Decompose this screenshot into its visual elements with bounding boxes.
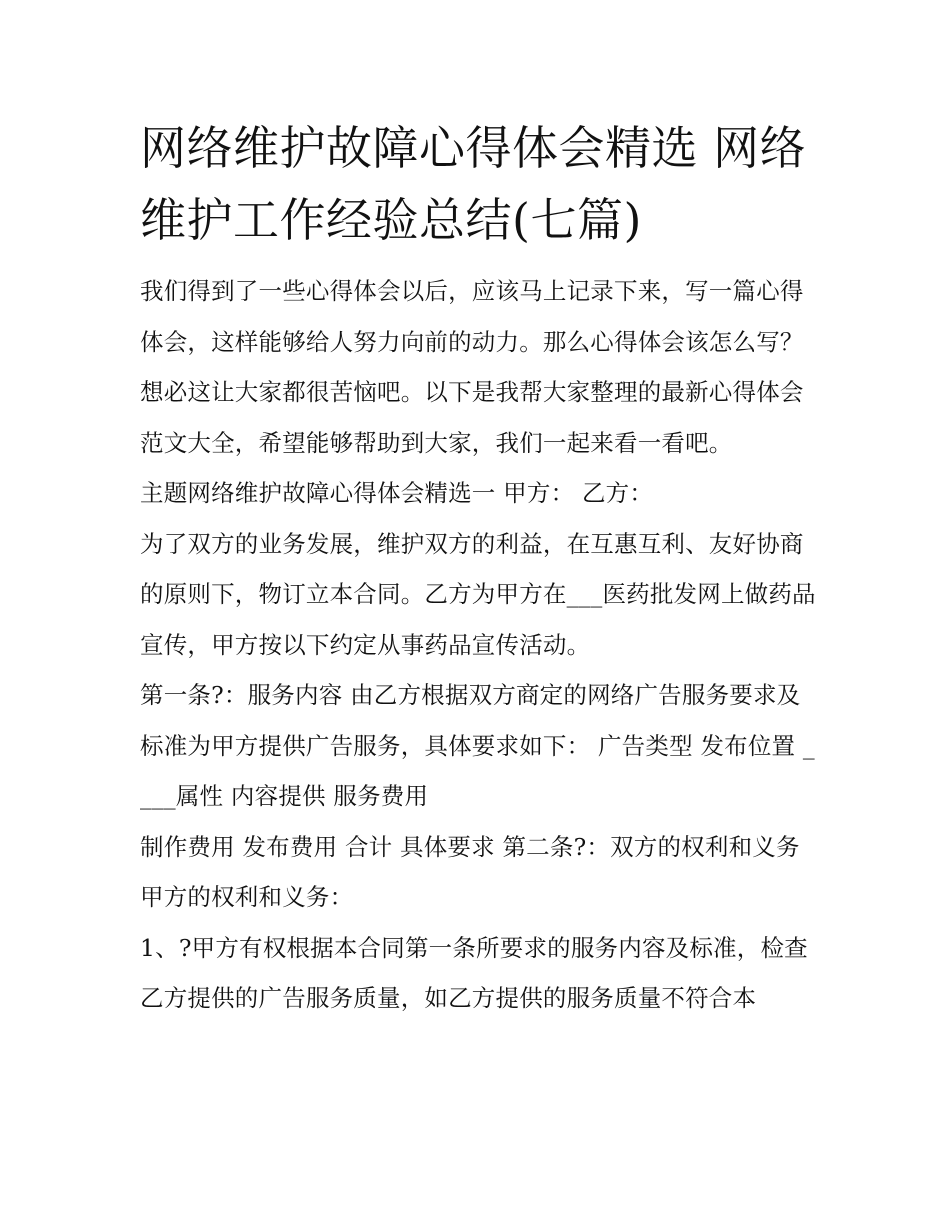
- paragraph-clause-one: 1、?甲方有权根据本合同第一条所要求的服务内容及标准，检查乙方提供的广告服务质量，如乙方提供的服务质量不符合本: [140, 933, 808, 1012]
- document-title: 网络维护故障心得体会精选 网络维护工作经验总结(七篇): [140, 121, 807, 247]
- paragraph-fees: 制作费用 发布费用 合计 具体要求 第二条?：双方的权利和义务 甲方的权利和义务：: [140, 832, 800, 911]
- paragraph-article-one: 第一条?：服务内容 由乙方根据双方商定的网络广告服务要求及标准为甲方提供广告服务，具体要求如下： 广告类型 发布位置 ____属性 内容提供 服务费用: [140, 681, 815, 810]
- paragraph-intro: 我们得到了一些心得体会以后，应该马上记录下来，写一篇心得体会，这样能够给人努力向前的动力。那么心得体会该怎么写？想必这让大家都很苦恼吧。以下是我帮大家整理的最新心得体会范文大全，希望能够帮助到大家，我们一起来看一看吧。: [140, 277, 804, 457]
- paragraph-parties: 主题网络维护故障心得体会精选一 甲方： 乙方：: [140, 479, 654, 507]
- document-body: [140, 112, 820, 1024]
- paragraph-purpose: 为了双方的业务发展，维护双方的利益，在互惠互利、友好协商的原则下，物订立本合同。乙方为甲方在___医药批发网上做药品宣传，甲方按以下约定从事药品宣传活动。: [140, 529, 816, 659]
